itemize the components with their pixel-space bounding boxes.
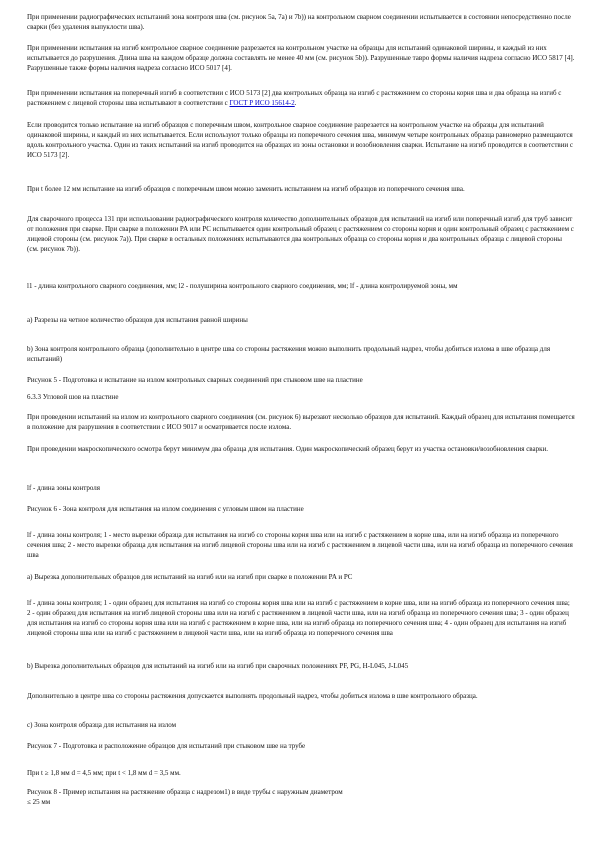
section-heading: 6.3.3 Угловой шов на пластине [27,393,119,401]
figure-legend: lf - длина зоны контроля; 1 - место вырезки образца для испытания на изгиб со стороны корня шва или на изгиб с растяжением в корне шва, или на изгиб образца из поперечного сечения шва; 2 - место вырезки образца для испытания на изгиб лицевой стороны шва или на изгиб с растяжением в лицевой части шва, или на изгиб образца из поперечного сечения шва [27,531,573,559]
figure-legend: lf - длина зоны контроля [27,484,100,492]
paragraph: При t более 12 мм испытание на изгиб образцов с поперечным швом можно заменить испытанием на изгиб образцов из поперечного сечения шва. [27,185,465,193]
figure-subcaption: b) Вырезка дополнительных образцов для испытаний на изгиб или на изгиб при сварочных положениях PF, PG, H-L045, J-L045 [27,662,409,670]
paragraph: При проведении испытаний на излом из контрольного сварного соединения (см. рисунок 6) вырезают несколько образцов для испытаний. Каждый образец для испытания помещается в положение для разрушения в соответствии с ИСО 9017 и осматривается после излома. [27,413,575,431]
paragraph: Если проводится только испытание на изгиб образцов с поперечным швом, контрольное сварное соединение разрезается на контрольном участке на образцы для испытаний одинаковой ширины, и каждый из них испытывается. Если используют только образцы из поперечного сечения шва, минимум четыре контрольных образца равномерно размещаются вдоль контрольного участка. Один из таких испытаний на изгиб проводится на образцах из зоны остановки и возобновления сварки. Испытание на изгиб проводится в соответствии с ИСО 5173 [2]. [27,121,574,159]
figure-legend: l1 - длина контрольного сварного соединения, мм; l2 - полуширина контрольного сварного соединения, мм; lf - длина контролируемой зоны, мм [27,282,458,290]
paragraph: Дополнительно в центре шва со стороны растяжения допускается выполнять продольный надрез, чтобы добиться излома в шве контрольного образца. [27,692,478,700]
paragraph: При применении радиографических испытаний зона контроля шва (см. рисунок 5а, 7а) и 7b)) на контрольном сварном соединении испытывается в состоянии непосредственно после сварки (без удаления выпуклости шва). [27,13,571,31]
figure-subcaption: а) Разрезы на четное количество образцов для испытания равной ширины [27,316,248,324]
figure-subcaption: b) Зона контроля контрольного образца (дополнительно в центре шва со стороны растяжения можно выполнить продольный надрез, чтобы добиться излома в шве образца для испытаний) [27,345,551,363]
figure-subcaption: а) Вырезка дополнительных образцов для испытаний на изгиб или на изгиб при сварке в положении PA и PC [27,573,353,581]
paragraph: При проведении макроскопического осмотра берут минимум два образца для испытания. Один макроскопический образец берут из участка остановки/возобновления сварки. [27,445,549,453]
standard-link[interactable]: ГОСТ Р ИСО 15614-2 [229,99,295,107]
figure-caption: Рисунок 5 - Подготовка и испытание на излом контрольных сварных соединений при стыковом шве на пластине [27,376,363,384]
figure-caption: Рисунок 7 - Подготовка и расположение образцов для испытаний при стыковом шве на трубе [27,742,306,750]
figure-caption: Рисунок 6 - Зона контроля для испытания на излом соединения с угловым швом на пластине [27,505,304,513]
figure-subcaption: с) Зона контроля образца для испытания на излом [27,721,177,729]
formula-note: При t ≥ 1,8 мм d = 4,5 мм; при t < 1,8 мм d = 3,5 мм. [27,769,181,777]
paragraph: При применении испытания на поперечный изгиб в соответствии с ИСО 5173 [2] два контрольных образца на изгиб с растяжением со стороны корня шва и два образца на изгиб с растяжением с лицевой стороны шва испытывают в соответствии с ГОСТ Р ИСО 15614-2. [27,89,562,107]
paragraph: При применении испытания на изгиб контрольное сварное соединение разрезается на контрольном участке на образцы для испытаний одинаковой ширины, и каждый из них испытывается до разрушения. Длина шва на каждом образце должна составлять не менее 40 мм (см. рисунок 5b)). Разрушенные тавро формы наличия надреза согласно ИСО 5817 [4]. Разрушенные также формы наличия надреза согласно ИСО 5017 [4]. [27,44,575,72]
figure-caption: Рисунок 8 - Пример испытания на растяжение образца с надрезом1) в виде трубы с наружным диаметром ≤ 25 мм [27,788,343,806]
paragraph: Для сварочного процесса 131 при использовании радиографического контроля количество дополнительных образцов для испытаний на изгиб или поперечный изгиб для труб зависит от положения при сварке. При сварке в положении PA или PC испытывается один контрольный образец с растяжением со стороны корня и один контрольный образец с растяжением с лицевой стороны (см. рисунок 7а)). При сварке в остальных положениях испытываются два контрольных образца со стороны корня и два контрольных образца с лицевой стороны (см. рисунок 7b)). [27,215,574,253]
figure-legend: lf - длина зоны контроля; 1 - один образец для испытания на изгиб со стороны корня шва или на изгиб с растяжением в корне шва, или на изгиб образца из поперечного сечения шва; 2 - один образец для испытания на изгиб лицевой стороны шва или на изгиб с растяжением в лицевой части шва, или на изгиб образца из поперечного сечения шва; 3 - один образец для испытания на изгиб со стороны корня шва или на изгиб с растяжением в корне шва, или на изгиб образца из поперечного сечения шва; 4 - один образец для испытания на изгиб лицевой стороны шва или на изгиб с растяжением в лицевой части шва, или на изгиб образца из поперечного сечения шва [27,599,570,637]
